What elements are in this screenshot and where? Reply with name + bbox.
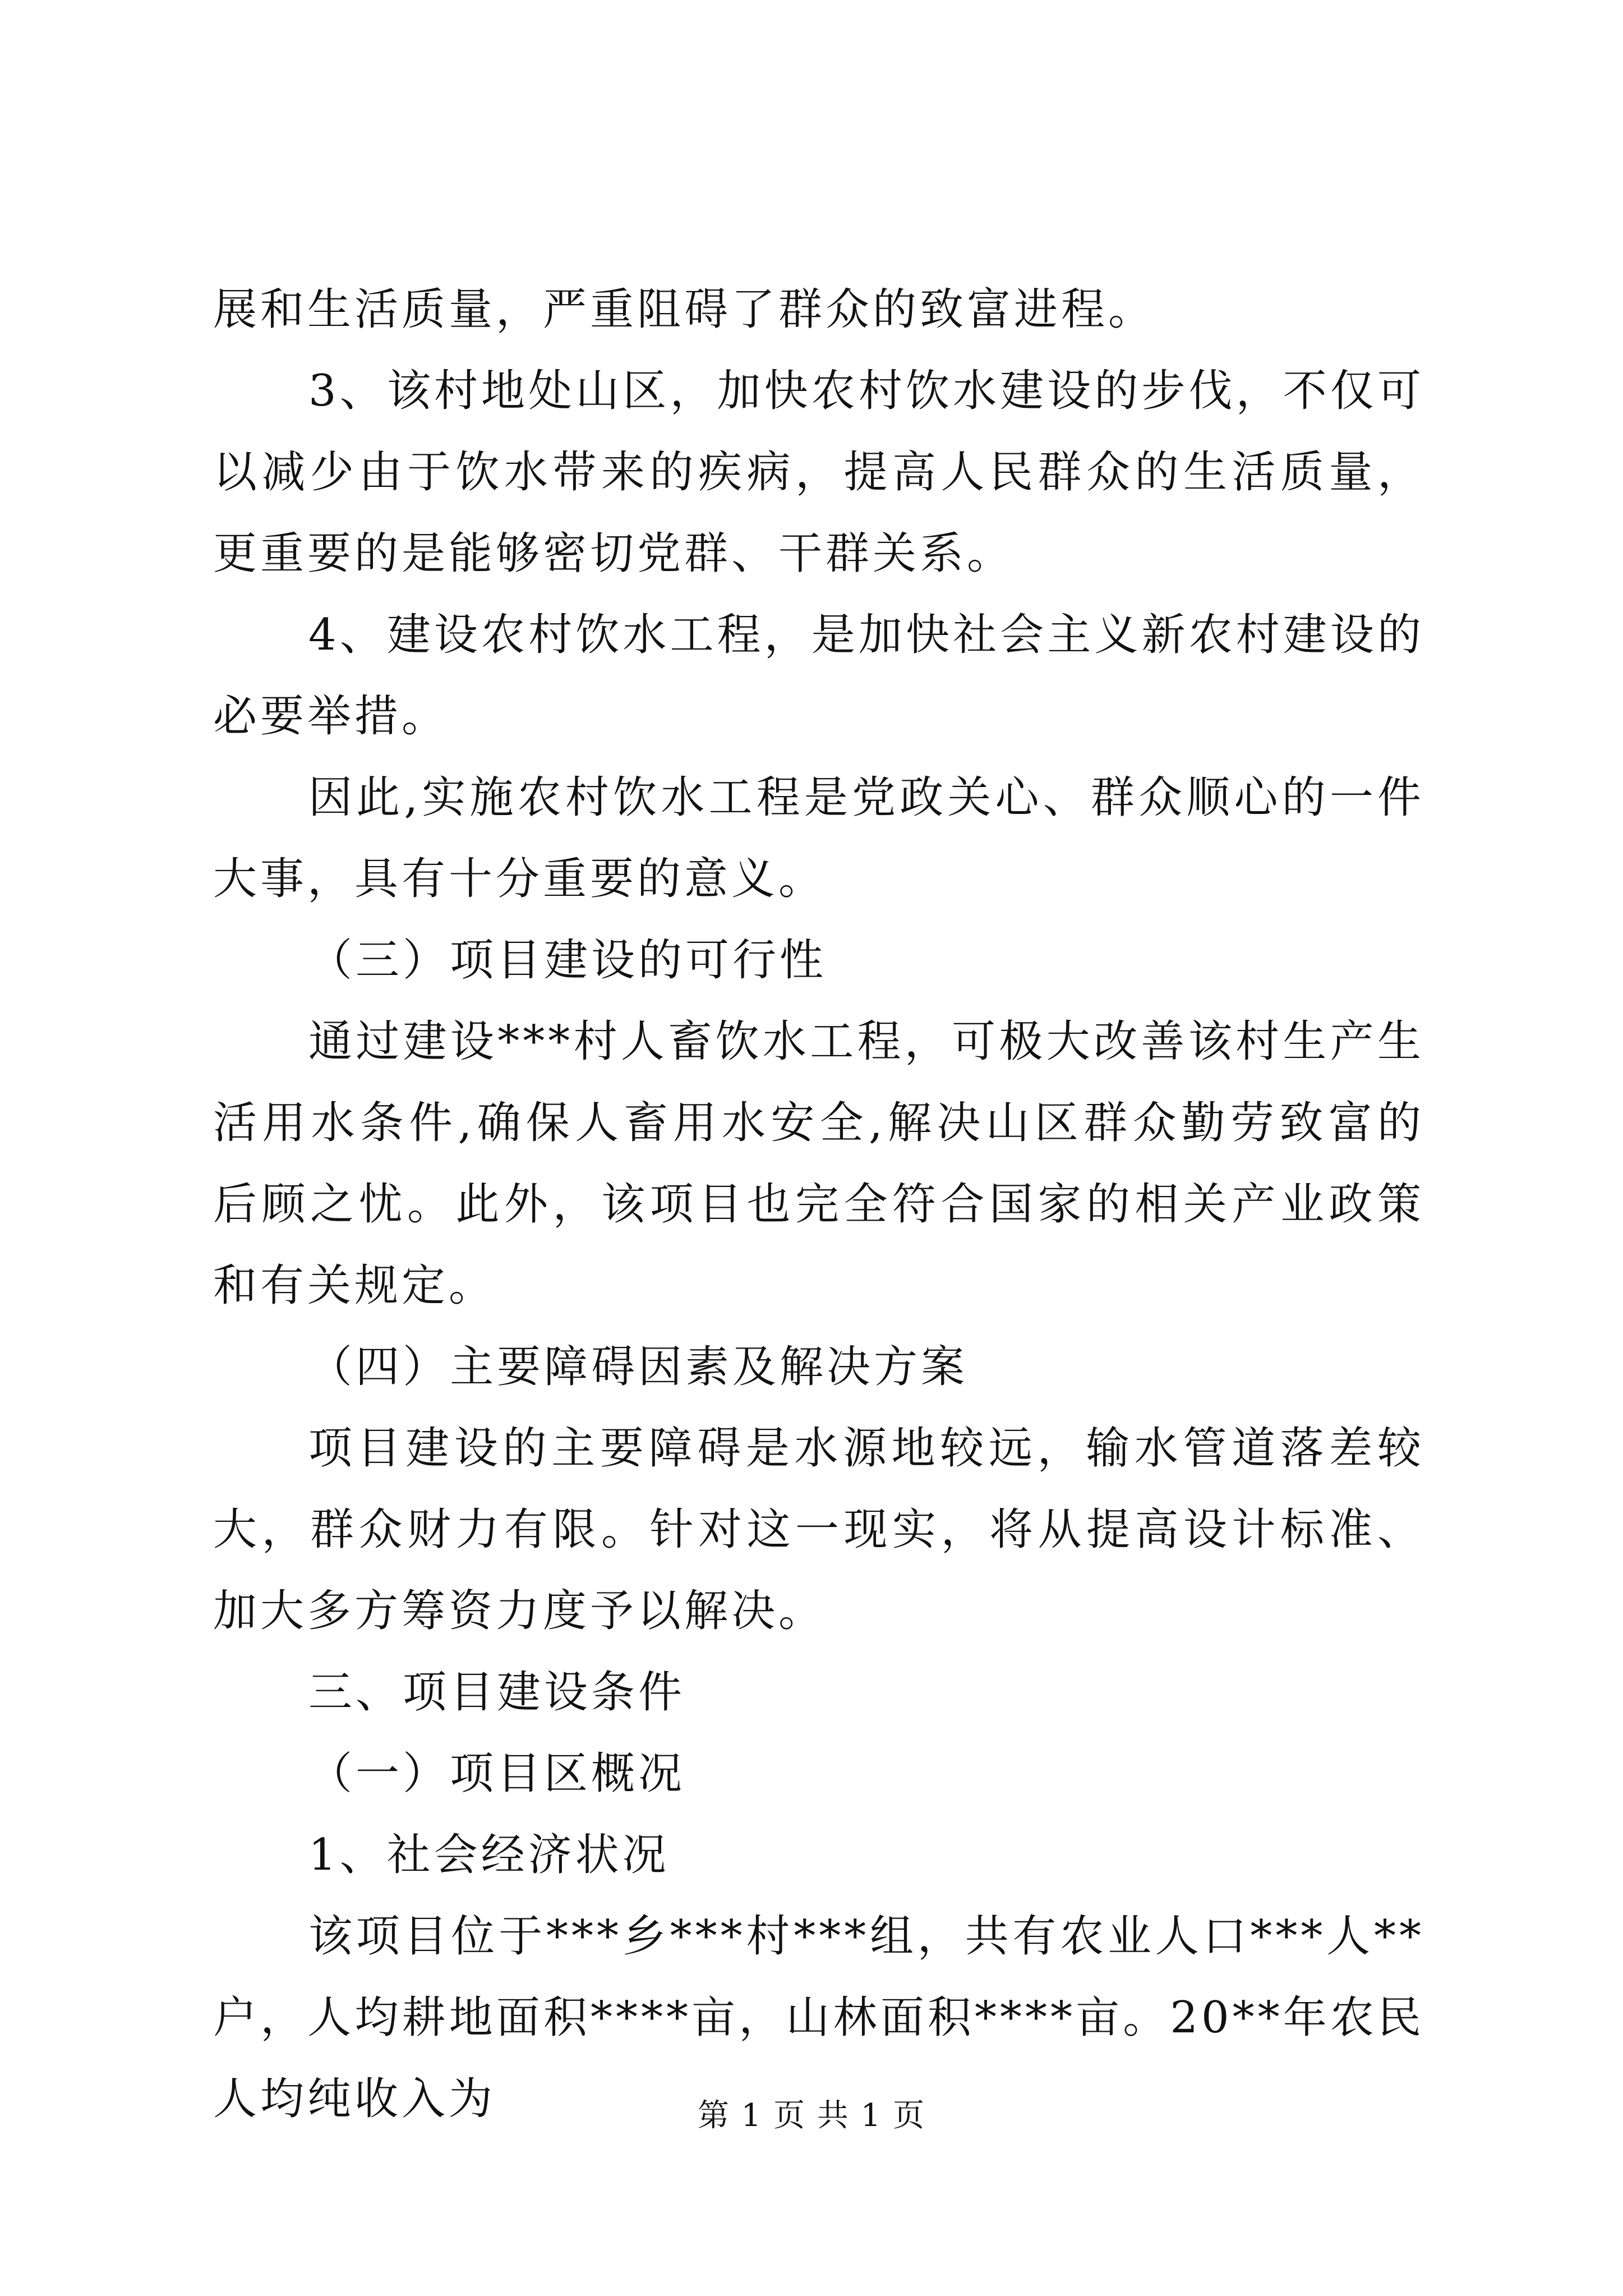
paragraph-point-3: 3、该村地处山区，加快农村饮水建设的步伐，不仅可以减少由于饮水带来的疾病，提高人民群众的生活质量，更重要的是能够密切党群、干群关系。 — [213, 366, 1424, 579]
paragraph-feasibility: 通过建设***村人畜饮水工程，可极大改善该村生产生活用水条件,确保人畜用水安全,解决山区群众勤劳致富的后顾之忧。此外，该项目也完全符合国家的相关产业政策和有关规定。 — [213, 1016, 1424, 1311]
section-heading-feasibility: （三）项目建设的可行性 — [308, 935, 827, 986]
paragraph-conclusion: 因此,实施农村饮水工程是党政关心、群众顺心的一件大事，具有十分重要的意义。 — [213, 772, 1424, 904]
section-heading-obstacles: （四）主要障碍因素及解决方案 — [308, 1342, 969, 1392]
paragraph-point-4: 4、建设农村饮水工程，是加快社会主义新农村建设的必要举措。 — [213, 610, 1424, 742]
paragraph-socioeconomic: 该项目位于***乡***村***组，共有农业人口***人**户，人均耕地面积****亩，山林面积****亩。20**年农民人均纯收入为 — [213, 1911, 1424, 2124]
subsection-heading-socioeconomic: 1、社会经济状况 — [308, 1830, 670, 1880]
paragraph-obstacles: 项目建设的主要障碍是水源地较远，输水管道落差较大，群众财力有限。针对这一现实，将从提高设计标准、加大多方筹资力度予以解决。 — [213, 1423, 1424, 1636]
subsection-heading-overview: （一）项目区概况 — [308, 1749, 686, 1799]
page-footer: 第 1 页 共 1 页 — [697, 2097, 926, 2134]
section-heading-conditions: 三、项目建设条件 — [308, 1667, 686, 1718]
document-body — [213, 269, 1424, 2140]
paragraph-continuation: 展和生活质量，严重阻碍了群众的致富进程。 — [213, 284, 1156, 335]
